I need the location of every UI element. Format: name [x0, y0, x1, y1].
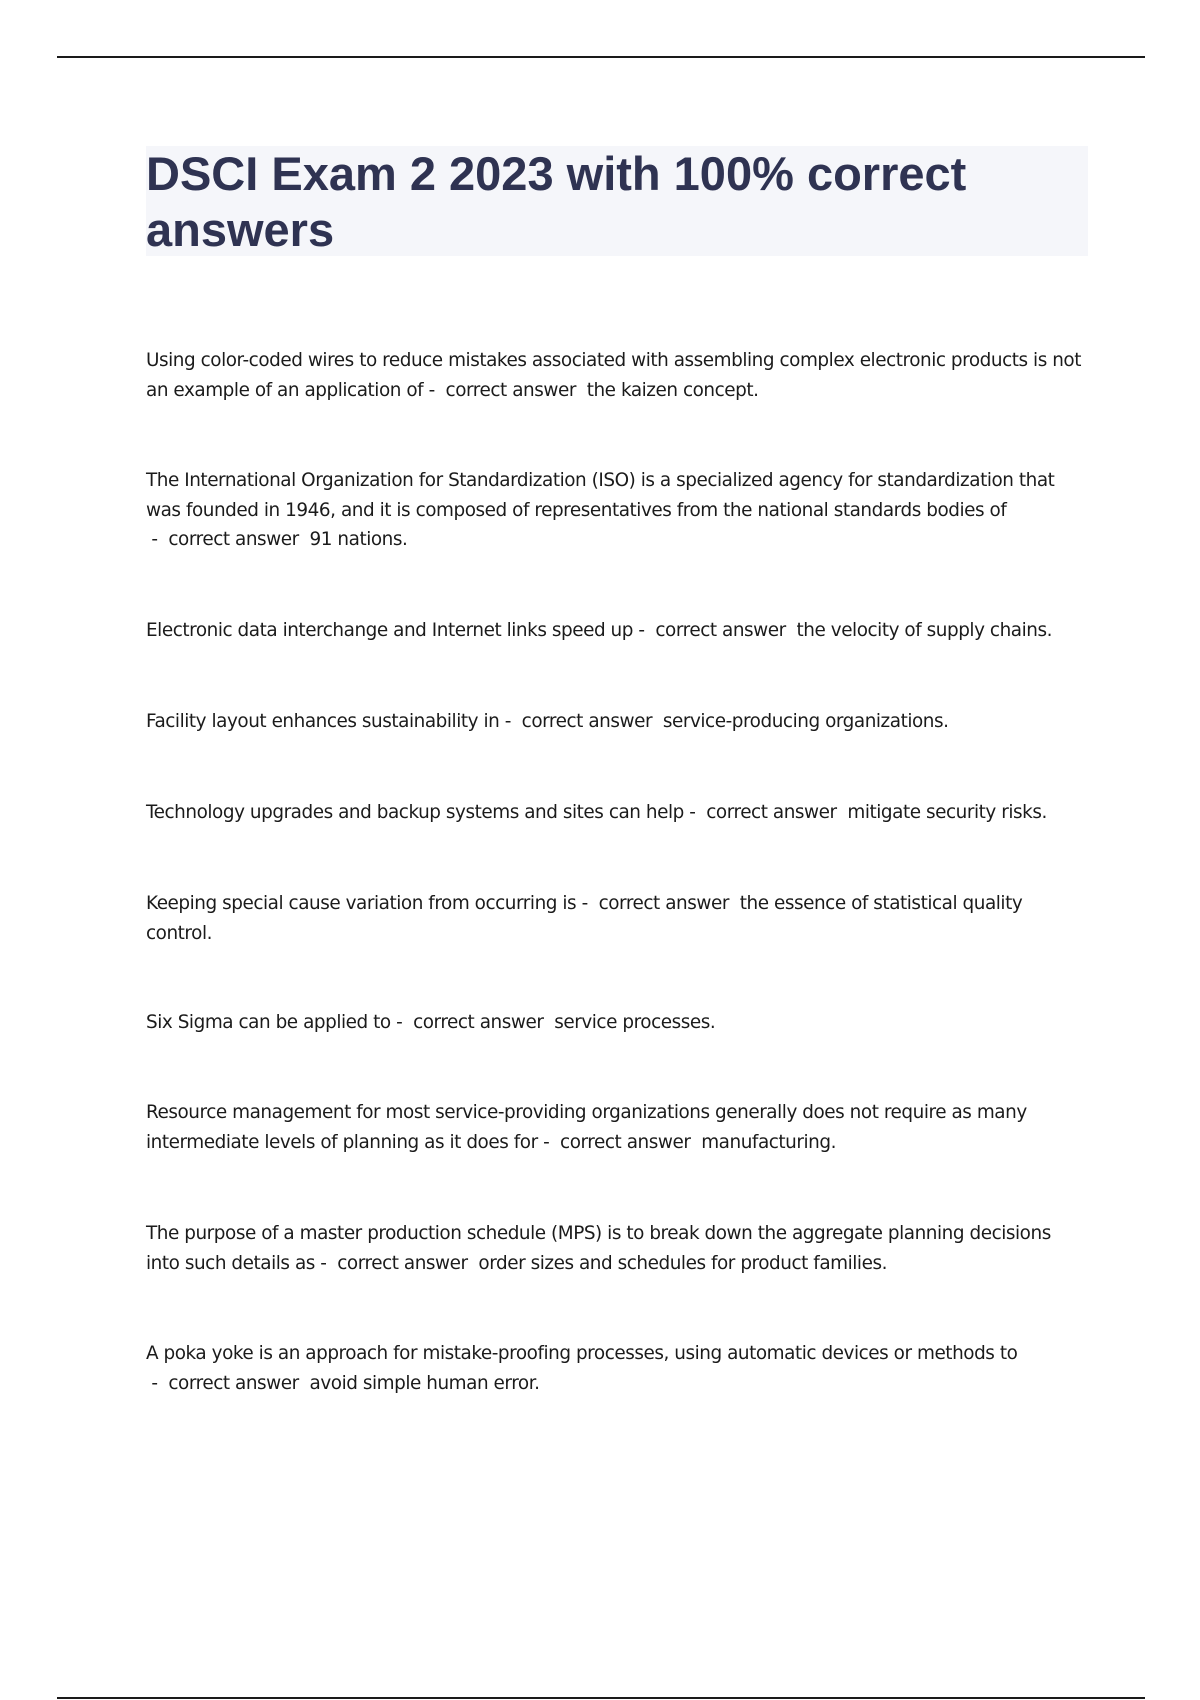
qa-answer: order sizes and schedules for product families. — [478, 1252, 887, 1274]
qa-answer: 91 nations. — [309, 529, 408, 550]
qa-item — [146, 889, 1086, 948]
qa-item — [146, 616, 1086, 646]
qa-item — [146, 798, 1086, 828]
document-title: DSCI Exam 2 2023 with 100% correct answers — [146, 147, 967, 256]
qa-answer-marker: - correct answer — [314, 1252, 479, 1274]
qa-item — [146, 346, 1086, 405]
qa-question: Six Sigma can be applied to — [146, 1012, 391, 1033]
qa-question: The International Organization for Standardization (ISO) is a specialized agency for standardization that was founded in 1946, and it is composed of representatives from the national standards bodies of — [146, 470, 1055, 521]
qa-answer: the essence of statistical quality control. — [146, 893, 1023, 944]
qa-answer: service-producing organizations. — [662, 711, 949, 732]
qa-question: Using color-coded wires to reduce mistakes associated with assembling complex electronic products is not an example of an application of — [146, 350, 1081, 401]
qa-answer: manufacturing. — [701, 1131, 836, 1153]
header-rule — [57, 56, 1145, 58]
qa-answer: the kaizen concept. — [586, 379, 759, 401]
qa-question: Resource management for most service-providing organizations generally does not require as many intermediate levels of planning as it does for — [146, 1102, 1027, 1153]
qa-answer: avoid simple human error. — [309, 1372, 540, 1394]
qa-item — [146, 1219, 1086, 1278]
qa-question: A poka yoke is an approach for mistake-proofing processes, using automatic devices or methods to — [146, 1343, 1018, 1364]
qa-question: Facility layout enhances sustainability in — [146, 711, 500, 732]
qa-answer: service processes. — [554, 1012, 716, 1033]
qa-answer-marker: - correct answer — [390, 1012, 555, 1033]
qa-item — [146, 466, 1086, 555]
qa-answer-marker: - correct answer — [683, 802, 848, 823]
qa-question: Electronic data interchange and Internet links speed up — [146, 620, 633, 641]
qa-answer-marker: - correct answer — [537, 1131, 702, 1153]
qa-question: Keeping special cause variation from occurring is — [146, 893, 577, 914]
qa-answer-marker: - correct answer — [499, 711, 663, 732]
qa-item — [146, 707, 1086, 737]
qa-item — [146, 1008, 1086, 1038]
title-banner — [146, 146, 1088, 256]
qa-item — [146, 1339, 1086, 1398]
qa-question: Technology upgrades and backup systems and sites can help — [146, 802, 684, 823]
qa-answer: the velocity of supply chains. — [796, 620, 1053, 641]
qa-question: The purpose of a master production schedule (MPS) is to break down the aggregate planning decisions into such details as — [146, 1223, 1051, 1274]
footer-rule — [57, 1697, 1145, 1699]
qa-answer: mitigate security risks. — [847, 802, 1047, 823]
qa-answer-marker: - correct answer — [576, 893, 740, 914]
qa-item — [146, 1098, 1086, 1157]
qa-answer-marker: - correct answer — [633, 620, 797, 641]
qa-answer-marker: - correct answer — [423, 379, 587, 401]
qa-answer-marker: - correct answer — [146, 1372, 310, 1394]
qa-answer-marker: - correct answer — [146, 529, 310, 550]
